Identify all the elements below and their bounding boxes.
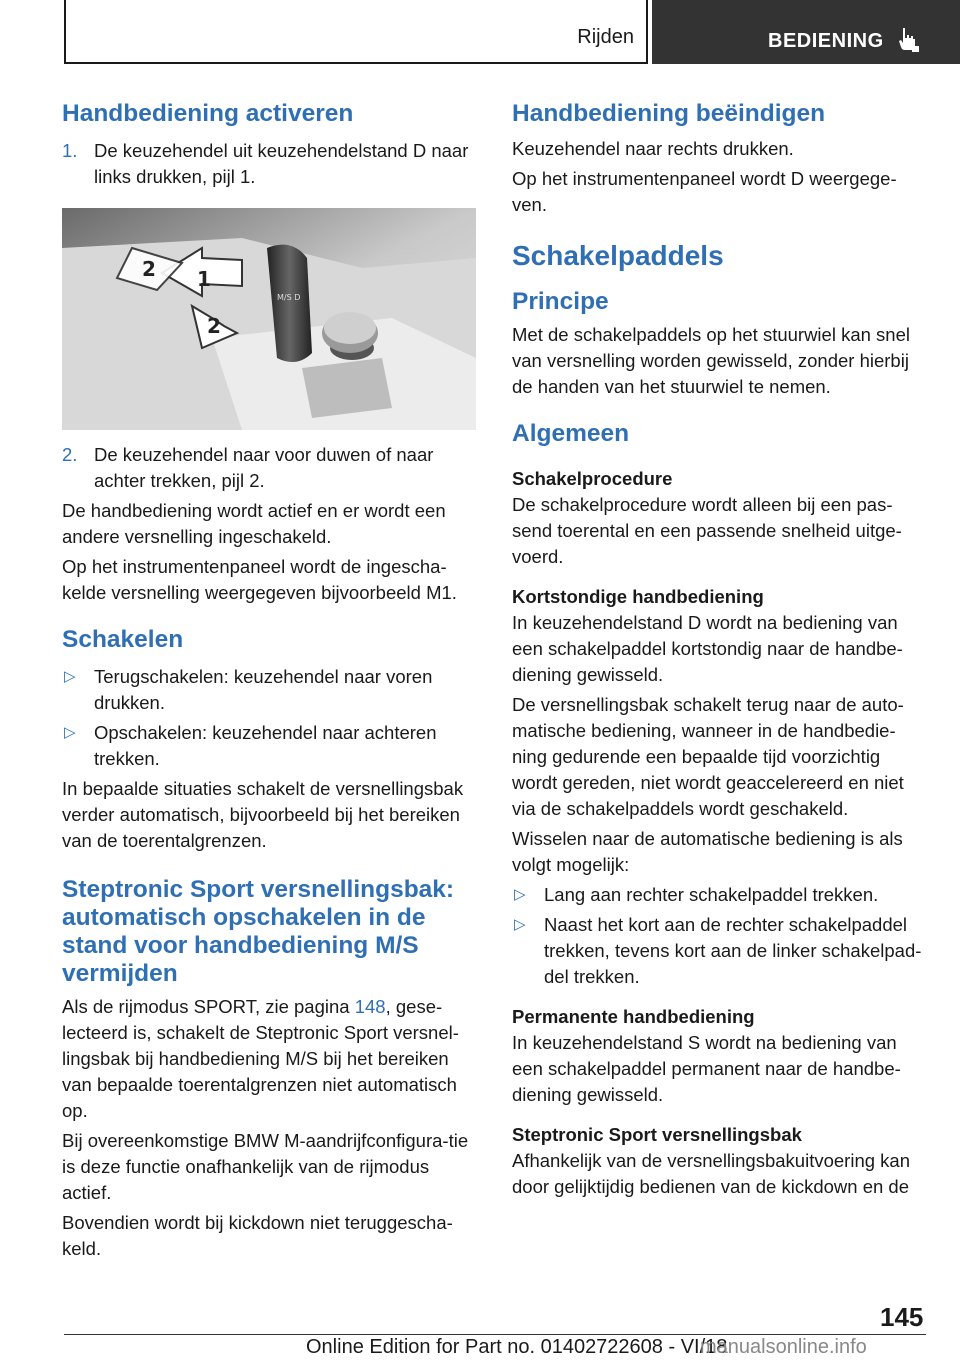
header-chapter-box <box>652 0 960 64</box>
gear-lever-photo <box>62 208 476 430</box>
list-item-text: Opschakelen: keuzehendel naar achteren trekken. <box>94 722 437 769</box>
heading-steptronic-sport: Steptronic Sport versnellingsbak: automatisch opschakelen in de stand voor handbediening M/S vermijden <box>62 876 455 987</box>
paragraph: Op het instrumentenpaneel wordt D weergege-ven. <box>512 168 897 215</box>
hand-pointer-icon <box>896 26 920 52</box>
paragraph: Wisselen naar de automatische bediening is als volgt mogelijk: <box>512 828 903 875</box>
list-item <box>512 912 926 990</box>
bullet-triangle-icon: ▷ <box>64 668 76 685</box>
list-item <box>62 720 476 772</box>
heading-schakelen: Schakelen <box>62 626 184 653</box>
paragraph: De schakelprocedure wordt alleen bij een pas-send toerental en een passende snelheid uitge-voerd. <box>512 494 902 567</box>
list-item-text: Lang aan rechter schakelpaddel trekken. <box>544 884 879 905</box>
footer-edition: Online Edition for Part no. 01402722608 - VI/18 <box>306 1336 728 1358</box>
bullet-triangle-icon: ▷ <box>514 886 526 903</box>
paragraph: Op het instrumentenpaneel wordt de ingescha-kelde versnelling weergegeven bijvoorbeeld M1. <box>62 556 457 603</box>
paragraph: De versnellingsbak schakelt terug naar de auto-matische bediening, wanneer in de handbedie-ning gedurende een bepaalde tijd voorzichtig wordt gereden, niet wordt geaccelereerd en niet via de schakelpaddels wordt geschakeld. <box>512 694 904 819</box>
bullet-triangle-icon: ▷ <box>64 724 76 741</box>
subheading-permanente-handbediening: Permanente handbediening <box>512 1006 755 1027</box>
heading-principe: Principe <box>512 288 609 315</box>
paragraph: In keuzehendelstand S wordt na bediening van een schakelpaddel permanent naar de handbe-diening gewisseld. <box>512 1032 901 1105</box>
step-2-text: De keuzehendel naar voor duwen of naar achter trekken, pijl 2. <box>94 444 434 491</box>
footer-divider <box>64 1334 926 1335</box>
heading-schakelpaddels: Schakelpaddels <box>512 240 724 271</box>
subheading-steptronic-sport: Steptronic Sport versnellingsbak <box>512 1124 802 1145</box>
section-title: Rijden <box>577 26 634 48</box>
step-2 <box>62 442 476 494</box>
heading-algemeen: Algemeen <box>512 420 630 447</box>
lever-label: M/S D <box>277 293 301 302</box>
step-2-number: 2. <box>62 444 78 465</box>
page-number: 145 <box>880 1302 924 1332</box>
arrow-2a-label: 2 <box>142 257 156 281</box>
paragraph: In bepaalde situaties schakelt de versnellingsbak verder automatisch, bijvoorbeeld bij het bereiken van de toerentalgrenzen. <box>62 778 464 851</box>
step-1 <box>62 138 476 190</box>
paragraph: Afhankelijk van de versnellingsbakuitvoering kan door gelijktijdig bedienen van de kickdown en de <box>512 1150 910 1197</box>
footer-watermark: manualsonline.info <box>700 1336 867 1358</box>
paragraph: In keuzehendelstand D wordt na bediening van een schakelpaddel kortstondig naar de handbe-diening gewisseld. <box>512 612 903 685</box>
header-section-box <box>64 0 648 64</box>
paragraph: Als de rijmodus SPORT, zie pagina 148, gese-lecteerd is, schakelt de Steptronic Sport versnel-lingsbak bij handbediening M/S bij het bereiken van bepaalde toerentalgrenzen niet automatisch op. <box>62 996 459 1121</box>
chapter-title: BEDIENING <box>768 30 884 52</box>
paragraph: Bovendien wordt bij kickdown niet teruggescha-keld. <box>62 1212 453 1259</box>
paragraph: De handbediening wordt actief en er wordt een andere versnelling ingeschakeld. <box>62 500 446 547</box>
list-item-text: Naast het kort aan de rechter schakelpaddel trekken, tevens kort aan de linker schakelpad-del trekken. <box>544 914 922 987</box>
step-1-number: 1. <box>62 140 78 161</box>
list-item <box>62 664 476 716</box>
arrow-2b-label: 2 <box>207 314 221 338</box>
list-item <box>512 882 926 908</box>
right-column <box>512 100 926 1200</box>
paragraph: Met de schakelpaddels op het stuurwiel kan snel van versnelling worden gewisseld, zonder hierbij de handen van het stuurwiel te nemen. <box>512 324 910 397</box>
heading-handbediening-activeren: Handbediening activeren <box>62 100 354 127</box>
page-link[interactable]: 148 <box>354 996 386 1017</box>
step-1-text: De keuzehendel uit keuzehendelstand D naar links drukken, pijl 1. <box>94 140 469 187</box>
paragraph: Bij overeenkomstige BMW M-aandrijfconfigura-tie is deze functie onafhankelijk van de rijmodus actief. <box>62 1130 469 1203</box>
subheading-schakelprocedure: Schakelprocedure <box>512 468 673 489</box>
subheading-kortstondige-handbediening: Kortstondige handbediening <box>512 586 764 607</box>
bullet-triangle-icon: ▷ <box>514 916 526 933</box>
left-column <box>62 100 476 1262</box>
heading-handbediening-beeindigen: Handbediening beëindigen <box>512 100 826 127</box>
list-item-text: Terugschakelen: keuzehendel naar voren drukken. <box>94 666 433 713</box>
arrow-1-label: 1 <box>197 267 211 291</box>
paragraph: Keuzehendel naar rechts drukken. <box>512 138 794 159</box>
